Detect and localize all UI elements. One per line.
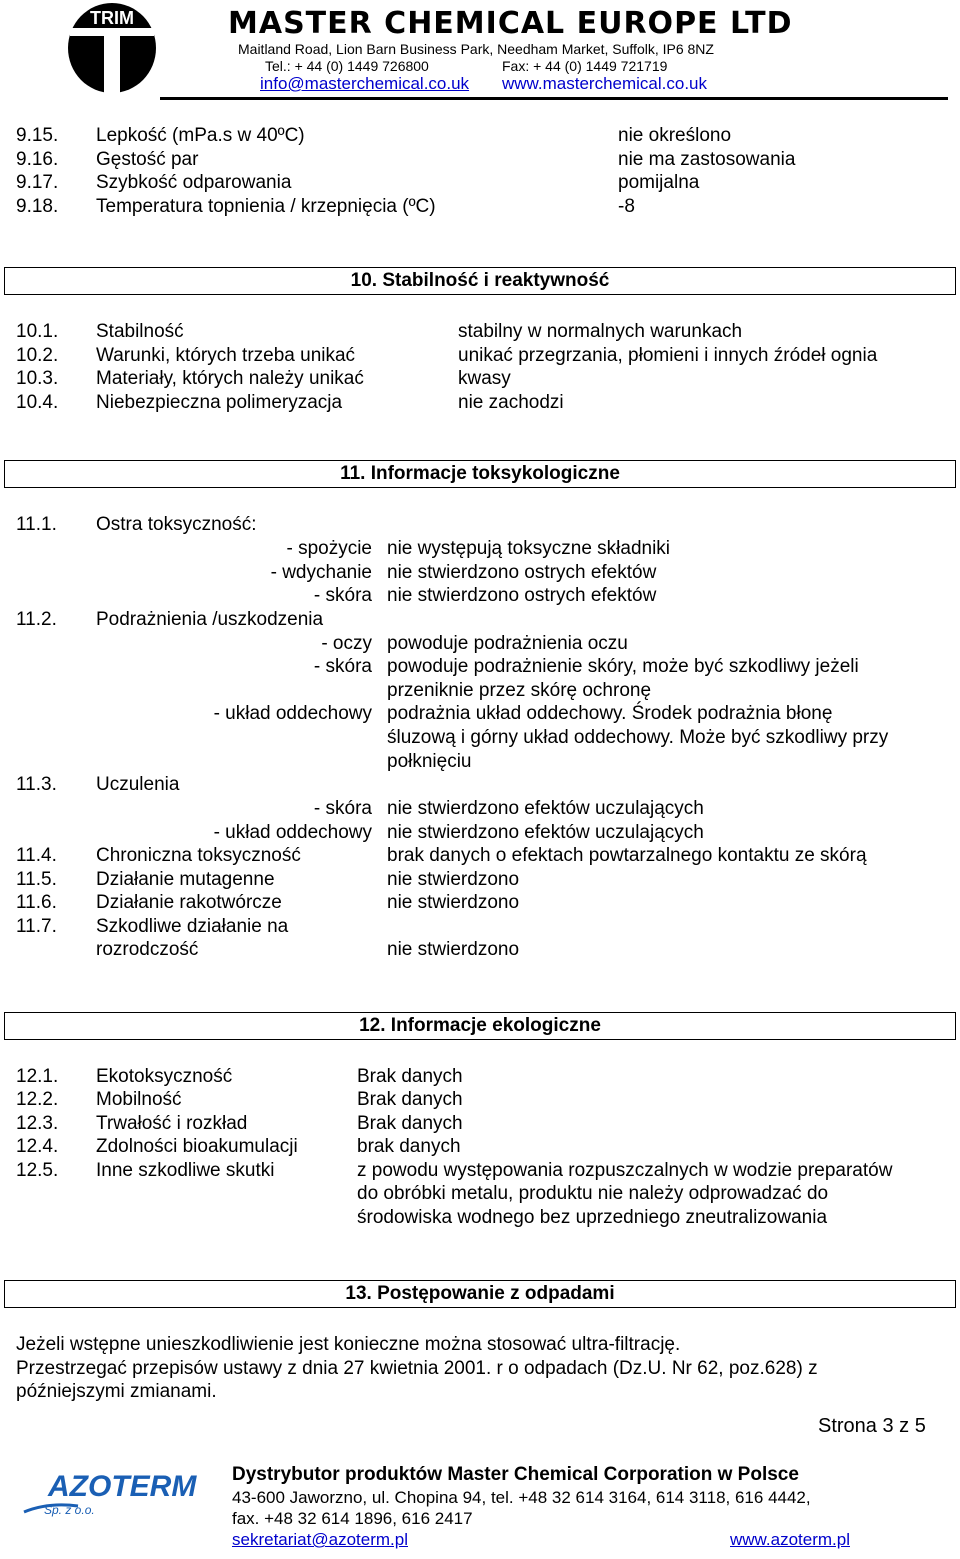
row-11-2b-value-line1: powoduje podrażnienie skóry, może być szkodliwy jeżeli [387, 656, 859, 677]
row-10-2-num: 10.2. [16, 345, 59, 366]
row-12-1-num: 12.1. [16, 1066, 59, 1087]
row-11-2c-label: - układ oddechowy [213, 703, 372, 724]
row-10-3-label: Materiały, których należy unikać [96, 368, 364, 389]
row-9-15-num: 9.15. [16, 125, 59, 146]
row-9-17-label: Szybkość odparowania [96, 172, 292, 193]
row-9-16-label: Gęstość par [96, 149, 199, 170]
row-10-2-value: unikać przegrzania, płomieni i innych źródeł ognia [458, 345, 878, 366]
row-11-5-value: nie stwierdzono [387, 869, 520, 890]
row-10-1-label: Stabilność [96, 321, 184, 342]
company-fax: Fax: + 44 (0) 1449 721719 [502, 58, 668, 74]
section-10-title: 10. Stabilność i reaktywność [350, 270, 610, 291]
row-12-4-label: Zdolności bioakumulacji [96, 1136, 298, 1157]
row-11-5-label: Działanie mutagenne [96, 869, 275, 890]
row-11-1-label: Ostra toksyczność: [96, 514, 257, 535]
row-11-3-label: Uczulenia [96, 774, 180, 795]
row-9-18-label: Temperatura topnienia / krzepnięcia (ºC) [96, 196, 436, 217]
row-9-18-num: 9.18. [16, 196, 59, 217]
row-10-1-value: stabilny w normalnych warunkach [458, 321, 743, 342]
row-9-16-value: nie ma zastosowania [618, 149, 796, 170]
footer-web-link[interactable]: www.azoterm.pl [730, 1530, 850, 1549]
row-10-1-num: 10.1. [16, 321, 59, 342]
row-12-4-num: 12.4. [16, 1136, 59, 1157]
row-9-18-value: -8 [618, 196, 635, 217]
trim-logo [66, 2, 158, 94]
row-12-5-value-line2: do obróbki metalu, produktu nie należy odprowadzać do [357, 1183, 829, 1204]
row-11-7-label-line2: rozrodczość [96, 939, 199, 960]
row-11-2a-label: - oczy [321, 633, 372, 654]
company-email-link[interactable]: info@masterchemical.co.uk [260, 74, 470, 93]
row-11-2b-label: - skóra [313, 656, 372, 677]
row-9-15-value: nie określono [618, 125, 732, 146]
row-10-4-num: 10.4. [16, 392, 59, 413]
row-10-4-label: Niebezpieczna polimeryzacja [96, 392, 343, 413]
row-12-2-value: Brak danych [357, 1089, 463, 1110]
section-13-line2: Przestrzegać przepisów ustawy z dnia 27 kwietnia 2001. r o odpadach (Dz.U. Nr 62, poz.628) z [16, 1358, 818, 1379]
row-11-4-num: 11.4. [16, 845, 57, 866]
row-11-1a-label: - spożycie [286, 538, 372, 559]
row-11-6-value: nie stwierdzono [387, 892, 520, 913]
company-name: MASTER CHEMICAL EUROPE LTD [228, 6, 793, 41]
row-11-3b-value: nie stwierdzono efektów uczulających [387, 822, 704, 843]
row-9-16-num: 9.16. [16, 149, 59, 170]
company-tel: Tel.: + 44 (0) 1449 726800 [265, 58, 429, 74]
section-13-line1: Jeżeli wstępne unieszkodliwienie jest konieczne można stosować ultra-filtrację. [16, 1334, 681, 1355]
row-11-1b-value: nie stwierdzono ostrych efektów [387, 562, 657, 583]
row-11-2-num: 11.2. [16, 609, 57, 630]
row-12-4-value: brak danych [357, 1136, 461, 1157]
row-12-5-label: Inne szkodliwe skutki [96, 1160, 275, 1181]
row-10-3-num: 10.3. [16, 368, 59, 389]
row-11-2c-value-line3: połknięciu [387, 751, 472, 772]
row-11-2-label: Podrażnienia /uszkodzenia [96, 609, 324, 630]
row-11-6-num: 11.6. [16, 892, 57, 913]
row-12-5-num: 12.5. [16, 1160, 59, 1181]
row-10-4-value: nie zachodzi [458, 392, 564, 413]
row-11-2c-value-line1: podrażnia układ oddechowy. Środek podrażnia błonę [387, 703, 833, 724]
row-9-15-label: Lepkość (mPa.s w 40ºC) [96, 125, 305, 146]
row-10-3-value: kwasy [458, 368, 511, 389]
row-12-1-value: Brak danych [357, 1066, 463, 1087]
row-11-5-num: 11.5. [16, 869, 57, 890]
row-12-3-label: Trwałość i rozkład [96, 1113, 248, 1134]
company-address: Maitland Road, Lion Barn Business Park, Needham Market, Suffolk, IP6 8NZ [238, 41, 714, 57]
row-11-4-value: brak danych o efektach powtarzalnego kontaktu ze skórą [387, 845, 867, 866]
row-11-2c-value-line2: śluzową i górny układ oddechowy. Może być szkodliwy przy [387, 727, 889, 748]
row-9-17-value: pomijalna [618, 172, 700, 193]
row-11-1-num: 11.1. [16, 514, 57, 535]
row-11-2a-value: powoduje podrażnienia oczu [387, 633, 628, 654]
footer-title: Dystrybutor produktów Master Chemical Corporation w Polsce [232, 1464, 799, 1485]
row-12-1-label: Ekotoksyczność [96, 1066, 233, 1087]
row-12-5-value-line1: z powodu występowania rozpuszczalnych w wodzie preparatów [357, 1160, 893, 1181]
azoterm-logo-text: AZOTERM [48, 1470, 197, 1503]
row-12-5-value-line3: środowiska wodnego bez uprzedniego zneutralizowania [357, 1207, 828, 1228]
footer-fax: fax. +48 32 614 1896, 616 2417 [232, 1509, 473, 1528]
footer-address: 43-600 Jaworzno, ul. Chopina 94, tel. +48 32 614 3164, 614 3118, 616 4442, [232, 1488, 811, 1507]
row-11-3a-label: - skóra [313, 798, 372, 819]
company-web-link[interactable]: www.masterchemical.co.uk [502, 74, 708, 93]
header-rule [160, 97, 948, 100]
row-11-1c-value: nie stwierdzono ostrych efektów [387, 585, 657, 606]
row-11-3a-value: nie stwierdzono efektów uczulających [387, 798, 704, 819]
row-11-4-label: Chroniczna toksyczność [96, 845, 301, 866]
section-13-line3: późniejszymi zmianami. [16, 1381, 217, 1402]
section-13-header [4, 1280, 956, 1308]
row-11-3b-label: - układ oddechowy [213, 822, 372, 843]
trim-logo-text: TRIM [90, 8, 134, 28]
row-10-2-label: Warunki, których trzeba unikać [96, 345, 356, 366]
azoterm-logo [18, 1462, 218, 1520]
azoterm-logo-subtext: Sp. z o.o. [44, 1503, 95, 1517]
row-11-7-value: nie stwierdzono [387, 939, 520, 960]
page-number: Strona 3 z 5 [818, 1415, 926, 1437]
row-11-7-label-line1: Szkodliwe działanie na [96, 916, 289, 937]
row-12-3-value: Brak danych [357, 1113, 463, 1134]
trim-logo-graphic [66, 2, 158, 94]
row-11-1b-label: - wdychanie [270, 562, 372, 583]
row-9-17-num: 9.17. [16, 172, 59, 193]
row-12-3-num: 12.3. [16, 1113, 59, 1134]
section-12-header [4, 1012, 956, 1040]
section-11-header [4, 460, 956, 488]
row-11-6-label: Działanie rakotwórcze [96, 892, 282, 913]
row-11-3-num: 11.3. [16, 774, 57, 795]
footer-email-link[interactable]: sekretariat@azoterm.pl [232, 1530, 408, 1549]
section-13-title: 13. Postępowanie z odpadami [345, 1283, 615, 1304]
section-11-title: 11. Informacje toksykologiczne [340, 463, 620, 484]
row-12-2-num: 12.2. [16, 1089, 59, 1110]
row-12-2-label: Mobilność [96, 1089, 182, 1110]
azoterm-logo-graphic [18, 1462, 218, 1520]
row-11-7-num: 11.7. [16, 916, 57, 937]
row-11-1a-value: nie występują toksyczne składniki [387, 538, 671, 559]
section-10-header [4, 267, 956, 295]
row-11-2b-value-line2: przeniknie przez skórę ochronę [387, 680, 652, 701]
row-11-1c-label: - skóra [313, 585, 372, 606]
section-12-title: 12. Informacje ekologiczne [359, 1015, 601, 1036]
